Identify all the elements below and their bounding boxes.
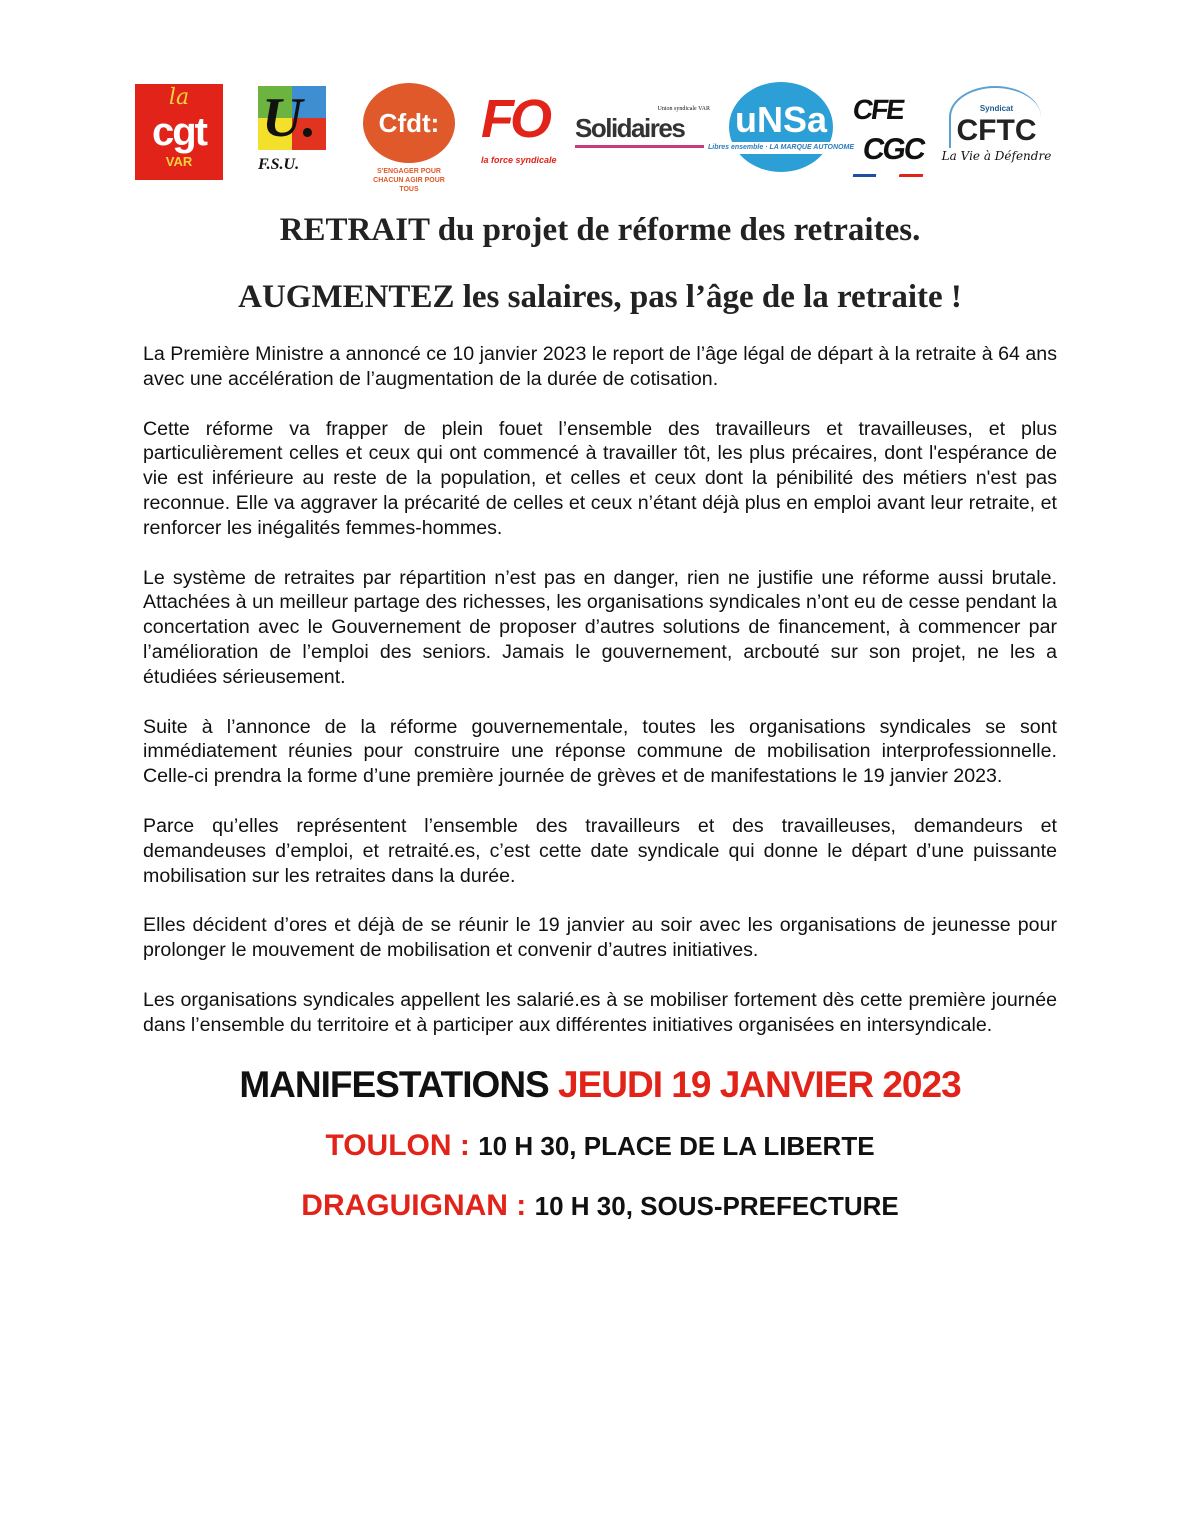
paragraph: Le système de retraites par répartition n’est pas en danger, rien ne justifie une réforme aussi brutale. Attachées à un meilleur partage des richesses, les organisations syndicales n’ont eu de cesse pendant la concertation avec le Gouvernement de proposer d’autres solutions de financement, à commencer par l’amélioration de l’emploi des seniors. Jamais le gouvernement, arcbouté sur son projet, ne les a étudiées sérieusement. [143, 566, 1057, 688]
title-line-1: RETRAIT du projet de réforme des retraites. [279, 212, 921, 248]
toulon-line [0, 1124, 1200, 1168]
union-logos [135, 80, 1055, 195]
cftc-tagline: La Vie à Défendre [941, 149, 1052, 163]
cftc-small: Syndicat [979, 104, 1014, 113]
draguignan-details: 10 H 30, SOUS-PREFECTURE [534, 1190, 899, 1221]
paragraph: Elles décident d’ores et déjà de se réunir le 19 janvier au soir avec les organisations de jeunesse pour prolonger le mouvement de mobilisation et convenir d’autres initiatives. [143, 914, 1057, 962]
fsu-logo-u: U. [262, 87, 317, 149]
tricolor-flag [853, 174, 923, 177]
cfdt-logo-text: Cfdt: [363, 83, 455, 163]
cfe-text: CFE [850, 94, 906, 125]
fo-tagline: la force syndicale [481, 155, 557, 165]
paragraph: Suite à l’annonce de la réforme gouvernementale, toutes les organisations syndicales se sont immédiatement réunies pour construire une réponse commune de mobilisation interprofessionnelle. Celle-ci prendra la forme d’une première journée de grèves et de manifestations le 19 janvier 2023. [143, 715, 1057, 788]
cfdt-logo [363, 83, 455, 194]
solidaires-logo [575, 106, 710, 148]
heading-label: MANIFESTATIONS [239, 1063, 549, 1105]
manifestations-heading [0, 1062, 1200, 1108]
cgt-logo-la: la [168, 85, 190, 110]
paragraph: Les organisations syndicales appellent les salarié.es à se mobiliser fortement dès cette première journée dans l’ensemble du territoire et à participer aux différentes initiatives organisées en intersyndicale. [143, 988, 1057, 1036]
unsa-tagline: Libres ensemble · LA MARQUE AUTONOME [704, 142, 858, 154]
title-line-2: AUGMENTEZ les salaires, pas l’âge de la retraite ! [238, 279, 962, 315]
solidaires-text: Solidaires [575, 113, 685, 143]
paragraph: La Première Ministre a annoncé ce 10 janvier 2023 le report de l’âge légal de départ à la retraite à 64 ans avec une accélération de l’augmentation de la durée de cotisation. [143, 343, 1057, 390]
toulon-details: 10 H 30, PLACE DE LA LIBERTE [478, 1130, 875, 1161]
draguignan-line [0, 1184, 1200, 1228]
cgt-logo-var: VAR [165, 154, 193, 169]
main-content [0, 342, 1200, 1228]
cgc-text: CGC [860, 133, 927, 166]
fo-logo [481, 88, 557, 178]
dove-arc-icon [949, 86, 1041, 148]
toulon-city: TOULON : [325, 1128, 470, 1162]
cgt-logo [135, 84, 223, 180]
solidaires-small: Union syndicale VAR [657, 106, 710, 112]
body-text [143, 342, 1057, 1038]
paragraph: Parce qu’elles représentent l’ensemble des travailleurs et des travailleuses, demandeurs et demandeuses d’emploi, et retraité.es, c’est cette date syndicale qui donne le départ d’une puissante mobilisation sur les retraites dans la durée. [143, 814, 1057, 887]
fsu-logo-text: F.S.U. [258, 156, 300, 173]
cfdt-tagline: S'ENGAGER POUR CHACUN AGIR POUR TOUS [373, 168, 445, 193]
fo-logo-text: FO [481, 89, 548, 149]
paragraph: Cette réforme va frapper de plein fouet l’ensemble des travailleurs et travailleuses, et plus particulièrement celles et ceux qui ont commencé à travailler tôt, les plus précaires, dont l'espérance de vie est inférieure au reste de la population, et celles et ceux dont la pénibilité des métiers n'est pas reconnue. Elle va aggraver la précarité de celles et ceux n’étant déjà plus en emploi avant leur retraite, et renforcer les inégalités femmes-hommes. [143, 417, 1057, 539]
cgt-logo-text: cgt [152, 110, 206, 154]
unsa-logo [708, 82, 854, 172]
cftc-logo [939, 86, 1054, 164]
fsu-logo [258, 86, 326, 178]
unsa-text: uNSa [734, 99, 828, 140]
draguignan-city: DRAGUIGNAN : [301, 1188, 527, 1222]
event-date: JEUDI 19 JANVIER 2023 [558, 1063, 961, 1105]
solidaires-underline [575, 145, 710, 148]
cfe-cgc-logo [850, 94, 927, 177]
cftc-text: CFTC [956, 114, 1037, 147]
